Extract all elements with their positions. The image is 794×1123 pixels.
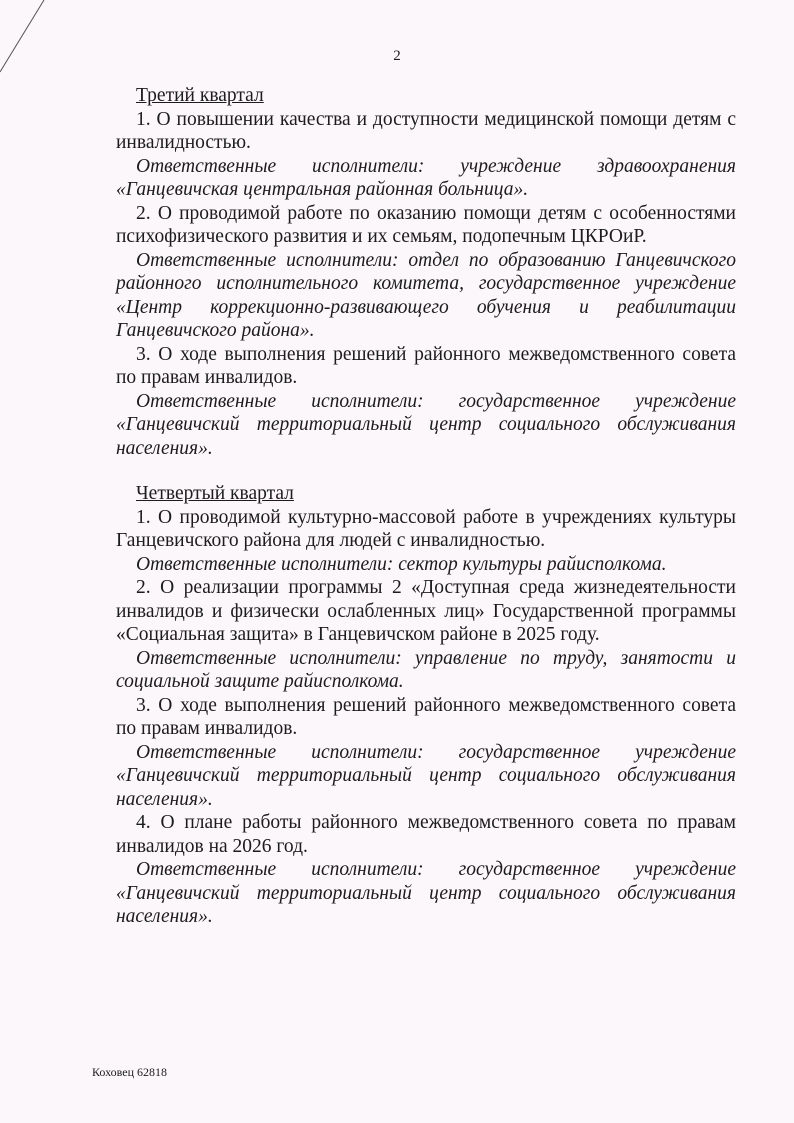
responsible-text: Ответственные исполнители: государственное учреждение «Ганцевичский территориальный центр социального обслуживания населения». xyxy=(116,390,736,459)
item-text: 3. О ходе выполнения решений районного межведомственного совета по правам инвалидов. xyxy=(116,694,736,739)
agenda-item xyxy=(116,202,736,343)
item-text: 3. О ходе выполнения решений районного межведомственного совета по правам инвалидов. xyxy=(116,343,736,388)
footer-executor: Коховец 62818 xyxy=(92,1065,167,1079)
section-title: Третий квартал xyxy=(136,85,264,106)
agenda-item xyxy=(116,694,736,812)
responsible-text: Ответственные исполнители: государственное учреждение «Ганцевичский территориальный центр социального обслуживания населения». xyxy=(116,741,736,810)
section-title: Четвертый квартал xyxy=(136,483,294,504)
agenda-item xyxy=(116,506,736,577)
responsible-text: Ответственные исполнители: сектор культуры райисполкома. xyxy=(136,553,667,575)
item-text: 1. О повышении качества и доступности медицинской помощи детям с инвалидностью. xyxy=(116,108,736,153)
agenda-item xyxy=(116,576,736,694)
item-text: 2. О проводимой работе по оказанию помощи детям с особенностями психофизического развития и их семьям, подопечным ЦКРОиР. xyxy=(116,202,736,247)
responsible-text: Ответственные исполнители: учреждение здравоохранения «Ганцевичская центральная районная больница». xyxy=(116,155,736,200)
agenda-item xyxy=(116,811,736,929)
paper-crease-mark xyxy=(0,0,60,80)
responsible-text: Ответственные исполнители: отдел по образованию Ганцевичского районного исполнительного комитета, государственное учреждение «Центр коррекционно-развивающего обучения и реабилитации Ганцевичского района». xyxy=(116,249,736,341)
item-text: 2. О реализации программы 2 «Доступная среда жизнедеятельности инвалидов и физически ослабленных лиц» Государственной программы «Социальная защита» в Ганцевичском районе в 2025 году. xyxy=(116,577,736,645)
agenda-item xyxy=(116,343,736,461)
item-text: 4. О плане работы районного межведомственного совета по правам инвалидов на 2026 год. xyxy=(116,812,736,857)
document-body xyxy=(116,84,736,929)
agenda-item xyxy=(116,108,736,202)
item-text: 1. О проводимой культурно-массовой работе в учреждениях культуры Ганцевичского района для людей с инвалидностью. xyxy=(116,506,736,551)
section-third-quarter xyxy=(116,84,736,460)
page-number: 2 xyxy=(393,48,401,64)
responsible-text: Ответственные исполнители: управление по труду, занятости и социальной защите райисполкома. xyxy=(116,647,736,692)
responsible-text: Ответственные исполнители: государственное учреждение «Ганцевичский территориальный центр социального обслуживания населения». xyxy=(116,859,736,927)
section-fourth-quarter xyxy=(116,482,736,929)
